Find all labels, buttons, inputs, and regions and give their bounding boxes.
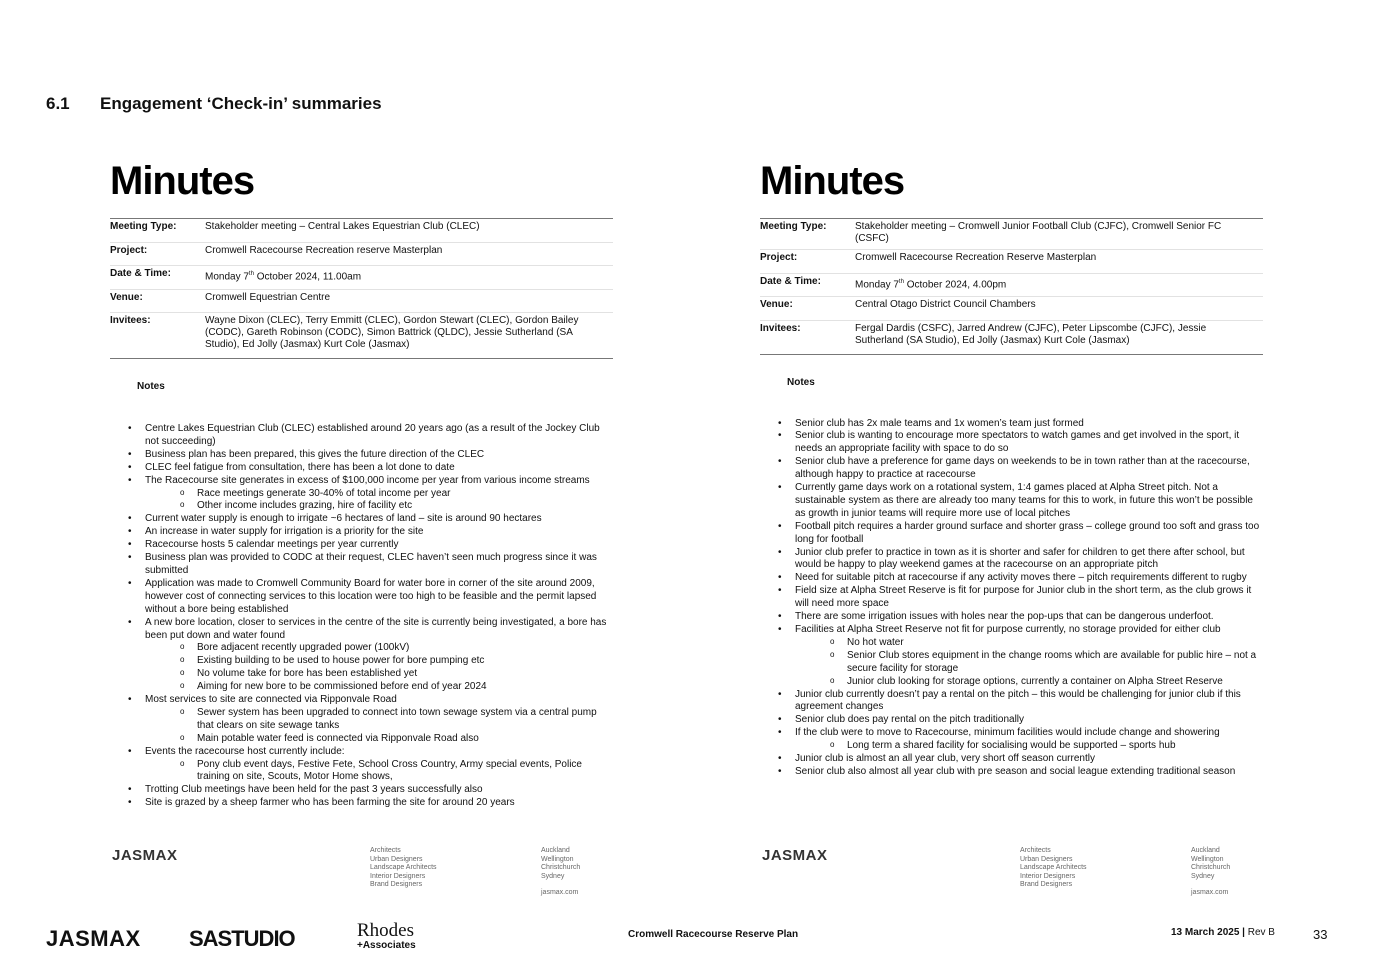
disciplines-list — [370, 847, 437, 890]
sub-list — [180, 707, 613, 746]
discipline-item: Brand Designers — [1020, 881, 1073, 889]
sub-list-item: o Junior club looking for storage options, currently a container on Alpha Street Reserve — [830, 676, 1263, 689]
date-revision — [1171, 927, 1275, 938]
disciplines-list — [1020, 847, 1087, 890]
list-item-text: A new bore location, closer to services in the centre of the site is currently being investigated, a bore has been put down and water found — [145, 616, 607, 641]
city-item: Sydney — [1191, 872, 1215, 880]
sub-list-item: o No hot water — [830, 637, 1263, 650]
page-footer — [0, 915, 1373, 955]
list-item: • Site is grazed by a sheep farmer who has been farming the site for around 20 years — [128, 797, 613, 810]
notes-heading: Notes — [137, 381, 165, 392]
city-item: Wellington — [1191, 855, 1224, 863]
discipline-item: Landscape Architects — [370, 864, 437, 872]
meta-value: Cromwell Racecourse Recreation reserve Masterplan — [205, 244, 443, 256]
rhodes-associates-brand-logo — [357, 920, 416, 953]
sa-studio-brand-logo: SASTUDIO — [189, 926, 295, 951]
discipline-item: Interior Designers — [370, 872, 426, 880]
discipline-item: Architects — [370, 847, 401, 854]
list-item: • Senior club also almost all year club with pre season and social league extending traditional season — [778, 766, 1263, 779]
list-item: • Senior club has 2x male teams and 1x women’s team just formed — [778, 418, 1263, 431]
list-item-text: Most services to site are connected via Ripponvale Road — [145, 694, 397, 706]
city-item: Christchurch — [1191, 864, 1231, 872]
list-item: • Centre Lakes Equestrian Club (CLEC) established around 20 years ago (as a result of the Jockey Club not succeeding) — [128, 423, 613, 449]
sub-list — [180, 759, 613, 785]
separator: | — [1239, 927, 1248, 938]
list-item: • Senior club is wanting to encourage more spectators to watch games and get involved in the sport, it needs an appropriate facility with space to do so — [778, 430, 1263, 456]
page-number: 33 — [1313, 927, 1328, 942]
cities-list — [541, 847, 580, 898]
list-item — [128, 694, 613, 746]
meeting-type-row — [760, 219, 1263, 250]
list-item: • Senior club have a preference for game days on weekends to be in town rather than at the racecourse, although happy to practice at racecourse — [778, 456, 1263, 482]
jasmax-brand-logo: JASMAX — [46, 926, 141, 951]
list-item: • Current water supply is enough to irrigate ~6 hectares of land – site is around 90 hectares — [128, 513, 613, 526]
meta-label: Venue: — [110, 291, 143, 303]
date-time-text: October 2024, 11.00am — [253, 271, 362, 283]
list-item — [128, 746, 613, 785]
discipline-item: Architects — [1020, 847, 1051, 854]
plan-title: Cromwell Racecourse Reserve Plan — [628, 929, 799, 940]
revision-text: Rev B — [1247, 927, 1275, 938]
date-text: Monday 7 — [855, 278, 899, 290]
meta-value: Central Otago District Council Chambers — [855, 299, 1036, 310]
venue-row — [110, 290, 613, 314]
minutes-title: Minutes — [760, 159, 905, 203]
section-title: Engagement ‘Check-in’ summaries — [100, 94, 382, 113]
date-ordinal: th — [248, 271, 254, 277]
discipline-item: Landscape Architects — [1020, 864, 1087, 872]
sub-list-item: o Long term a shared facility for socialising would be supported – sports hub — [830, 740, 1263, 753]
section-heading — [46, 94, 382, 114]
sub-list-item: o Race meetings generate 30-40% of total income per year — [180, 488, 613, 501]
website-text: jasmax.com — [1191, 889, 1229, 897]
sub-list — [180, 642, 613, 694]
list-item: • Need for suitable pitch at racecourse if any activity moves there – pitch requirements different to rugby — [778, 572, 1263, 585]
meta-label: Venue: — [760, 299, 793, 310]
sub-list — [830, 740, 1263, 753]
invitees-row — [110, 313, 613, 358]
list-item: • Trotting Club meetings have been held for the past 3 years successfully also — [128, 784, 613, 797]
rhodes-logo-line1: Rhodes — [357, 920, 414, 941]
meta-label: Meeting Type: — [110, 221, 177, 232]
minutes-footer-left — [110, 845, 613, 905]
cities-list — [1191, 847, 1230, 898]
sub-list-item: o Sewer system has been upgraded to connect into town sewage system via a central pump that clears on site sewage tanks — [180, 707, 613, 733]
date-time-row — [110, 266, 613, 290]
minutes-document-football — [760, 158, 1263, 779]
list-item: • Junior club is almost an all year club, very short off season currently — [778, 753, 1263, 766]
date-time-row — [760, 274, 1263, 298]
date-text: Monday 7 — [205, 271, 249, 283]
meta-value: Cromwell Racecourse Recreation Reserve Masterplan — [855, 252, 1097, 263]
list-item: • Senior club does pay rental on the pitch traditionally — [778, 714, 1263, 727]
list-item: • Junior club prefer to practice in town as it is shorter and safer for children to get there after school, but would be happy to play weekend games at the racecourse on an appropriate pitch — [778, 547, 1263, 573]
discipline-item: Brand Designers — [370, 881, 423, 889]
sub-list-item: o Senior Club stores equipment in the change rooms which are available for public hire – not a secure facility for storage — [830, 650, 1263, 676]
website-text: jasmax.com — [541, 889, 579, 897]
list-item: • Application was made to Cromwell Community Board for water bore in corner of the site around 2009, however cost of connecting services to this location were too high to be feasible and the permit lapsed without a bore being established — [128, 578, 613, 617]
list-item — [778, 624, 1263, 689]
project-row — [760, 250, 1263, 274]
meta-value: Stakeholder meeting – Cromwell Junior Football Club (CJFC), Cromwell Senior FC (CSFC) — [855, 221, 1222, 244]
meta-value — [855, 276, 1263, 293]
invitees-row — [760, 321, 1263, 354]
date-ordinal: th — [898, 278, 904, 285]
meeting-details-table — [760, 218, 1263, 355]
list-item: • Racecourse hosts 5 calendar meetings per year currently — [128, 539, 613, 552]
date-time-text: October 2024, 4.00pm — [903, 278, 1007, 290]
city-item: Wellington — [541, 855, 574, 863]
discipline-item: Interior Designers — [1020, 872, 1076, 880]
list-item-text: Events the racecourse host currently include: — [145, 745, 345, 757]
list-item — [128, 475, 613, 514]
meta-label: Date & Time: — [110, 268, 171, 279]
notes-list — [128, 423, 613, 810]
issue-date: 13 March 2025 — [1171, 927, 1240, 938]
list-item — [778, 727, 1263, 753]
list-item: • An increase in water supply for irrigation is a priority for the site — [128, 526, 613, 539]
list-item: • There are some irrigation issues with holes near the pop-ups that can be dangerous underfoot. — [778, 611, 1263, 624]
venue-row — [760, 297, 1263, 321]
sub-list-item: o Bore adjacent recently upgraded power (100kV) — [180, 642, 613, 655]
sub-list-item: o Aiming for new bore to be commissioned before end of year 2024 — [180, 681, 613, 694]
list-item: • Field size at Alpha Street Reserve is fit for purpose for Junior club in the short term, as the club grows it will need more space — [778, 585, 1263, 611]
minutes-footer-right — [760, 845, 1263, 905]
list-item — [128, 617, 613, 694]
discipline-item: Urban Designers — [370, 855, 423, 863]
sub-list-item: o Other income includes grazing, hire of facility etc — [180, 500, 613, 513]
section-number: 6.1 — [46, 94, 70, 113]
meta-value: Wayne Dixon (CLEC), Terry Emmitt (CLEC), Gordon Stewart (CLEC), Gordon Bailey (CODC), Gareth Robinson (CODC), Simon Battrick (QLDC), Jessie Sutherland (SA Studio), Ed Jolly (Jasmax) Kurt Cole (Jasmax) — [205, 315, 579, 350]
meeting-details-table — [110, 218, 613, 359]
meta-label: Project: — [760, 252, 798, 263]
city-item: Christchurch — [541, 864, 581, 872]
project-row — [110, 243, 613, 267]
meta-value — [205, 268, 613, 285]
sub-list — [180, 488, 613, 514]
notes-list — [778, 418, 1263, 779]
meeting-type-row — [110, 219, 613, 243]
sub-list-item: o Pony club event days, Festive Fete, School Cross Country, Army special events, Police training on site, Scouts, Motor Home shows, — [180, 759, 613, 785]
meta-label: Date & Time: — [760, 275, 821, 287]
minutes-document-clec — [110, 158, 613, 810]
sub-list — [830, 637, 1263, 689]
sub-list-item: o Existing building to be used to house power for bore pumping etc — [180, 655, 613, 668]
meta-label: Project: — [110, 244, 148, 256]
meta-label: Invitees: — [110, 315, 151, 326]
discipline-item: Urban Designers — [1020, 855, 1073, 863]
meta-label: Meeting Type: — [760, 221, 827, 232]
meta-label: Invitees: — [760, 322, 801, 334]
sub-list-item: o No volume take for bore has been established yet — [180, 668, 613, 681]
jasmax-logo: JASMAX — [762, 847, 828, 864]
list-item: • Business plan has been prepared, this gives the future direction of the CLEC — [128, 449, 613, 462]
meta-value: Cromwell Equestrian Centre — [205, 291, 331, 303]
list-item: • CLEC feel fatigue from consultation, there has been a lot done to date — [128, 462, 613, 475]
list-item-text: If the club were to move to Racecourse, minimum facilities would include change and showering — [795, 727, 1220, 739]
list-item: • Junior club currently doesn’t pay a rental on the pitch – this would be challenging for junior club if this agreement changes — [778, 689, 1263, 715]
city-item: Sydney — [541, 872, 565, 880]
list-item: • Business plan was provided to CODC at their request, CLEC haven’t seen much progress since it was submitted — [128, 552, 613, 578]
list-item-text: The Racecourse site generates in excess of $100,000 income per year from various income streams — [145, 474, 590, 486]
notes-heading: Notes — [787, 376, 815, 388]
city-item: Auckland — [1191, 847, 1220, 854]
list-item: • Currently game days work on a rotational system, 1:4 games placed at Alpha Street pitch. Not a sustainable system as there are already too many teams for this to work, in future this won’t be possible as growth in junior teams will require more use of local pitches — [778, 482, 1263, 521]
meta-value: Stakeholder meeting – Central Lakes Equestrian Club (CLEC) — [205, 221, 480, 232]
minutes-title: Minutes — [110, 159, 255, 203]
meta-value: Fergal Dardis (CSFC), Jarred Andrew (CJFC), Peter Lipscombe (CJFC), Jessie Sutherland (SA Studio), Ed Jolly (Jasmax) Kurt Cole (Jasmax) — [855, 322, 1207, 346]
list-item-text: Facilities at Alpha Street Reserve not fit for purpose currently, no storage provided for either club — [795, 624, 1221, 635]
sub-list-item: o Main potable water feed is connected via Ripponvale Road also — [180, 733, 613, 746]
rhodes-logo-line2: +Associates — [357, 940, 416, 951]
city-item: Auckland — [541, 847, 570, 854]
list-item: • Football pitch requires a harder ground surface and shorter grass – college ground too soft and grass too long for football — [778, 521, 1263, 547]
jasmax-logo: JASMAX — [112, 847, 178, 864]
